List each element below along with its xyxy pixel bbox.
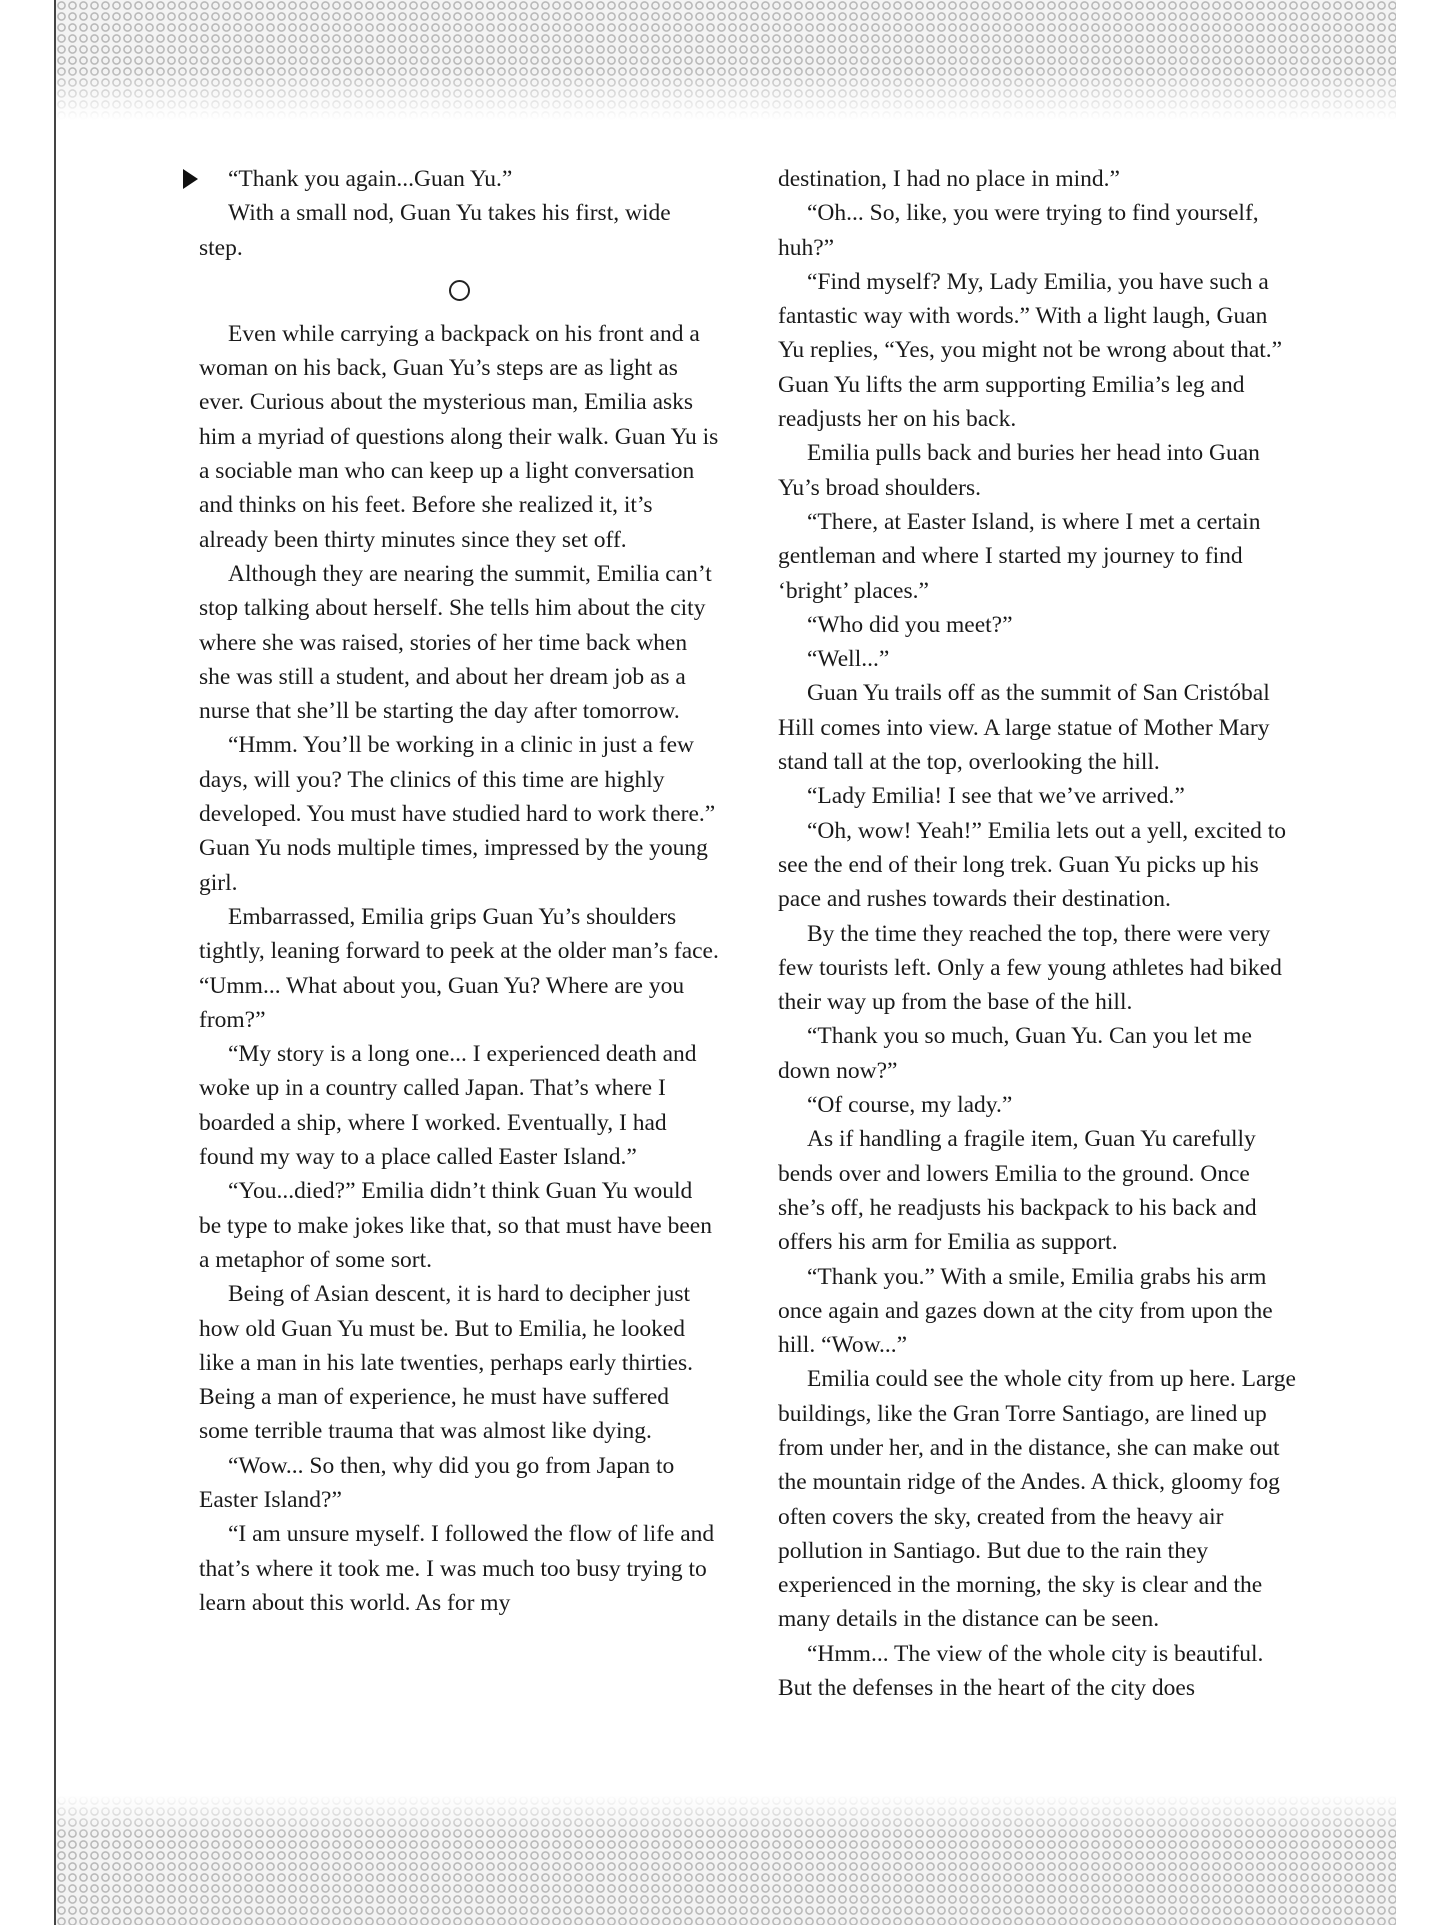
paragraph: “Thank you again...Guan Yu.” — [228, 166, 513, 192]
left-text-column — [199, 162, 719, 1620]
paragraph: “Hmm. You’ll be working in a clinic in just a few days, will you? The clinics of this time are highly developed. You must have studied hard to work there.” Guan Yu nods multiple times, impressed by the young girl. — [199, 732, 716, 896]
circle-icon — [449, 280, 470, 301]
paragraph: “You...died?” Emilia didn’t think Guan Yu would be type to make jokes like that, so that must have been a metaphor of some sort. — [199, 1178, 712, 1273]
paragraph: “Thank you so much, Guan Yu. Can you let me down now?” — [778, 1023, 1252, 1084]
paragraph: With a small nod, Guan Yu takes his first, wide step. — [199, 200, 671, 261]
paragraph: By the time they reached the top, there were very few tourists left. Only a few young athletes had biked their way up from the base of the hill. — [778, 920, 1282, 1016]
paragraph: Although they are nearing the summit, Emilia can’t stop talking about herself. She tells him about the city where she was raised, stories of her time back when she was still a student, and about her dream job as a nurse that she’ll be starting the day after tomorrow. — [199, 560, 712, 725]
paragraph: “Well...” — [807, 646, 890, 673]
paragraph: “Who did you meet?” — [807, 611, 1013, 638]
scene-break — [199, 265, 719, 317]
paragraph: Emilia pulls back and buries her head into Guan Yu’s broad shoulders. — [778, 440, 1260, 501]
paragraph: “My story is a long one... I experienced death and woke up in a country called Japan. That’s where I boarded a ship, where I worked. Eventually, I had found my way to a place called Easter Island.” — [199, 1041, 697, 1171]
bottom-decorative-pattern — [56, 1795, 1396, 1925]
paragraph: “Wow... So then, why did you go from Japan to Easter Island?” — [199, 1452, 675, 1513]
paragraph: “Oh... So, like, you were trying to find yourself, huh?” — [778, 200, 1259, 261]
paragraph: As if handling a fragile item, Guan Yu carefully bends over and lowers Emilia to the ground. Once she’s off, he readjusts his backpack to his back and offers his arm for Emilia as support. — [778, 1126, 1257, 1256]
paragraph: “There, at Easter Island, is where I met a certain gentleman and where I started my journey to find ‘bright’ places.” — [778, 508, 1261, 604]
top-decorative-pattern — [56, 0, 1396, 120]
paragraph: “Hmm... The view of the whole city is beautiful. But the defenses in the heart of the city does — [778, 1640, 1264, 1702]
paragraph: Even while carrying a backpack on his front and a woman on his back, Guan Yu’s steps are as light as ever. Curious about the mysterious man, Emilia asks him a myriad of questions along their walk. Guan Yu is a sociable man who can keep up a light conversation and thinks on his feet. Before she realized it, it’s already been thirty minutes since they set off. — [199, 320, 719, 553]
paragraph: Embarrassed, Emilia grips Guan Yu’s shoulders tightly, leaning forward to peek at the older man’s face. “Umm... What about you, Guan Yu? Where are you from?” — [199, 903, 719, 1033]
paragraph: Being of Asian descent, it is hard to decipher just how old Guan Yu must be. But to Emilia, he looked like a man in his late twenties, perhaps early thirties. Being a man of experience, he must have suffered some terrible trauma that was almost like dying. — [199, 1281, 694, 1445]
page-left-border — [54, 0, 56, 1925]
paragraph: “Of course, my lady.” — [807, 1092, 1013, 1119]
triangle-right-icon — [183, 169, 198, 189]
paragraph: “Oh, wow! Yeah!” Emilia lets out a yell, excited to see the end of their long trek. Guan Yu picks up his pace and rushes towards their destination. — [778, 817, 1287, 913]
paragraph: Emilia could see the whole city from up here. Large buildings, like the Gran Torre Santiago, are lined up from under her, and in the distance, she can make out the mountain ridge of the Andes. A thick, gloomy fog often covers the sky, created from the heavy air pollution in Santiago. But due to the rain they experienced in the morning, the sky is clear and the many details in the distance can be seen. — [778, 1366, 1296, 1633]
paragraph: destination, I had no place in mind.” — [778, 166, 1120, 192]
paragraph: “Find myself? My, Lady Emilia, you have such a fantastic way with words.” With a light laugh, Guan Yu replies, “Yes, you might not be wrong about that.” Guan Yu lifts the arm supporting Emilia’s leg and readjusts her on his back. — [778, 268, 1283, 433]
paragraph: “Thank you.” With a smile, Emilia grabs his arm once again and gazes down at the city from upon the hill. “Wow...” — [778, 1263, 1273, 1359]
paragraph: Guan Yu trails off as the summit of San Cristóbal Hill comes into view. A large statue of Mother Mary stand tall at the top, overlooking the hill. — [778, 680, 1270, 776]
right-text-column — [778, 162, 1298, 1705]
paragraph: “I am unsure myself. I followed the flow of life and that’s where it took me. I was much too busy trying to learn about this world. As for my — [199, 1521, 715, 1616]
paragraph: “Lady Emilia! I see that we’ve arrived.” — [807, 783, 1185, 810]
